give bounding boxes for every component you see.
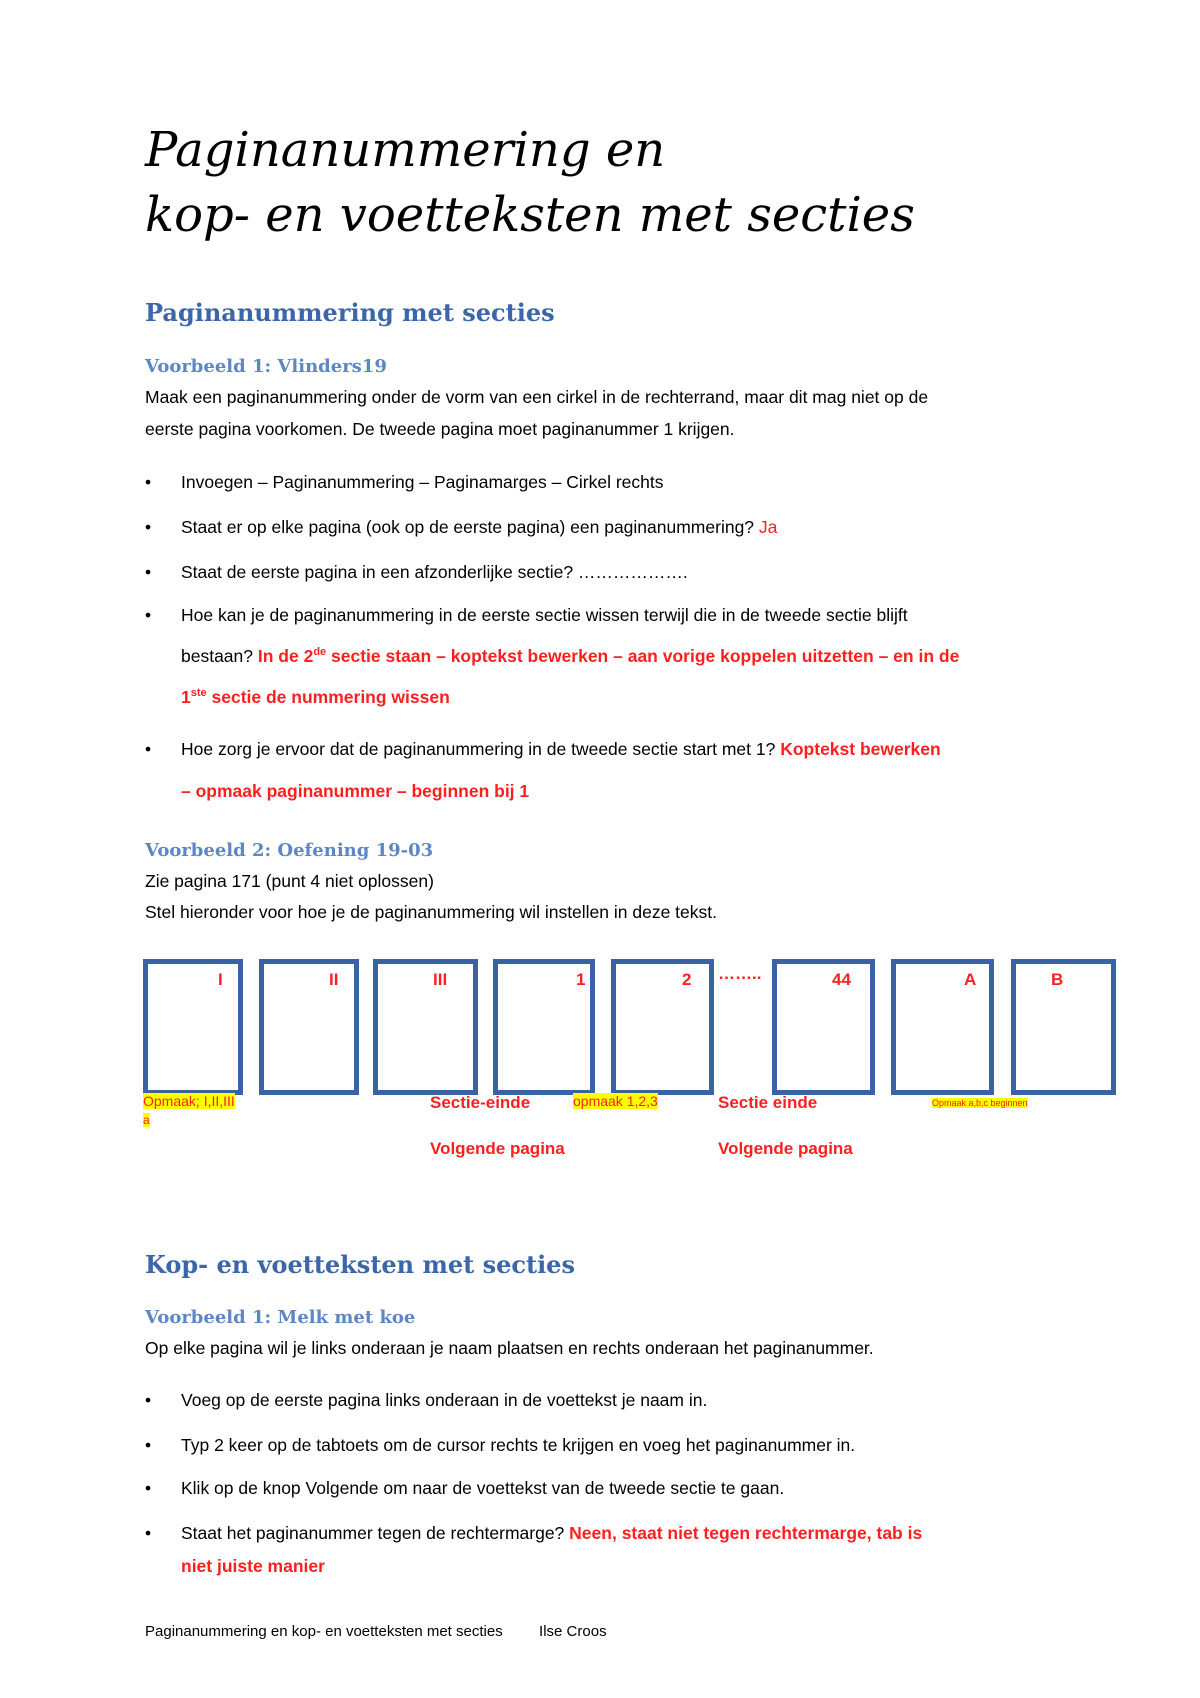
document-title-line-1: Paginanummering en (145, 122, 666, 178)
example-2-heading: Voorbeeld 2: Oefening 19-03 (145, 840, 434, 861)
page-footer (145, 1623, 607, 1640)
bullet-icon: • (145, 517, 152, 537)
answer-text: Koptekst bewerken (780, 739, 941, 759)
bullet-icon: • (145, 1390, 152, 1410)
answer-text: Ja (758, 517, 778, 537)
list-item-continuation: bestaan? In de 2de sectie staan – koptekst bewerken – aan vorige koppelen uitzetten – en in de (181, 646, 960, 666)
example-melk-heading: Voorbeeld 1: Melk met koe (145, 1307, 416, 1328)
bullet-icon: • (145, 562, 152, 582)
answer-text-line-2: niet juiste manier (181, 1556, 325, 1576)
page-box-3: III (373, 959, 478, 1095)
label-opmaak-roman-extra: a (143, 1113, 150, 1127)
page-box-2: II (259, 959, 359, 1095)
label-sectie-einde-1: Sectie-einde (430, 1093, 531, 1112)
bullet-icon: • (145, 605, 152, 625)
document-title-line-2: kop- en voetteksten met secties (145, 187, 915, 243)
example-1-intro-line-2: eerste pagina voorkomen. De tweede pagina moet paginanummer 1 krijgen. (145, 419, 735, 439)
answer-text: Neen, staat niet tegen rechtermarge, tab is (569, 1523, 923, 1543)
bullet-icon: • (145, 1523, 152, 1543)
page-box-6: 44 (772, 959, 875, 1095)
label-volgende-pagina-1: Volgende pagina (430, 1139, 565, 1158)
footer-title: Paginanummering en kop- en voetteksten met secties (145, 1623, 503, 1640)
example-1-intro-line-1: Maak een paginanummering onder de vorm van een cirkel in de rechterrand, maar dit mag niet op de (145, 387, 929, 407)
example-melk-intro: Op elke pagina wil je links onderaan je naam plaatsen en rechts onderaan het paginanummer. (145, 1338, 874, 1358)
bullet-icon: • (145, 472, 152, 492)
answer-text: In de 2de sectie staan – koptekst bewerken – aan vorige koppelen uitzetten – en in de (257, 646, 960, 666)
label-opmaak-roman: Opmaak; I,II,III (143, 1093, 235, 1109)
bullet-icon: • (145, 1435, 152, 1455)
page-box-8: B (1011, 959, 1116, 1095)
example-2-line-2: Stel hieronder voor hoe je de paginanummering wil instellen in deze tekst. (145, 902, 717, 922)
ellipsis-dots: …….. (718, 964, 762, 983)
label-sectie-einde-2: Sectie einde (718, 1093, 818, 1112)
section-heading-kop-voetteksten: Kop- en voetteksten met secties (145, 1250, 575, 1279)
page-box-5: 2 (611, 959, 714, 1095)
label-opmaak-arabic: opmaak 1,2,3 (573, 1093, 658, 1109)
label-opmaak-letters: Opmaak a,b,c beginnen (932, 1098, 1028, 1108)
bullet-icon: • (145, 739, 152, 759)
example-1-heading: Voorbeeld 1: Vlinders19 (145, 356, 387, 377)
page-box-1: I (143, 959, 243, 1095)
label-volgende-pagina-2: Volgende pagina (718, 1139, 853, 1158)
example-2-line-1: Zie pagina 171 (punt 4 niet oplossen) (145, 871, 434, 891)
answer-text-line-2: 1ste sectie de nummering wissen (181, 687, 450, 707)
footer-author: Ilse Croos (539, 1623, 607, 1640)
answer-text-line-2: – opmaak paginanummer – beginnen bij 1 (181, 781, 530, 801)
page-box-7: A (891, 959, 994, 1095)
page-box-4: 1 (493, 959, 595, 1095)
section-heading-paginanummering: Paginanummering met secties (145, 298, 555, 327)
bullet-icon: • (145, 1478, 152, 1498)
document-page: Paginanummering en kop- en voetteksten met secties Paginanummering met secties Voorbeeld 1: Vlinders19 Maak een paginanummering onder de vorm van een cirkel in de rechterrand, maar dit mag niet op de eerste pagina voorkomen. De tweede pagina moet paginanummer 1 krijgen. • Invoegen – Paginanummering – Paginamarges – Cirkel rechts • Staat er op elke pagina (ook op de eerste pagina) een paginanummering? Ja • Staat de eerste pagina in een afzonderlijke sectie? ………………. • Hoe kan je de paginanummering in de eerste sectie wissen terwijl die in de tweede sectie blijft bestaan? In de 2de sectie staan – koptekst bewerken – aan vorige koppelen uitzetten – en in de 1ste sectie de nummering wissen • Hoe zorg je ervoor dat de paginanummering in de tweede sectie start met 1? Koptekst bewerken – opmaak paginanummer – beginnen bij 1 Voorbeeld 2: Oefening 19-03 Zie pagina 171 (punt 4 niet oplossen) Stel hieronder voor hoe je de paginanummering wil instellen in deze tekst. I II III 1 2 …….. 44 A B Opmaak; I,II,III a Sectie-einde Volgende pagina opmaak 1,2,3 Sectie einde Volgende pagina Opmaak a,b,c beginnen Kop- en voetteksten met secties Voorbeeld 1: Melk met koe Op elke pagina wil je links onderaan je naam plaatsen en rechts onderaan het paginanummer. • Voeg op de eerste pagina links onderaan in de voettekst je naam in. • Typ 2 keer op de tabtoets om de cursor rechts te krijgen en voeg het paginanummer in. • Klik op de knop Volgende om naar de voettekst van de tweede sectie te gaan. • Staat het paginanummer tegen de rechtermarge? Neen, staat niet tegen rechtermarge, tab is niet juiste manier Paginanummering en kop- en voetteksten met secties Ilse Croos (0, 0, 1200, 1698)
